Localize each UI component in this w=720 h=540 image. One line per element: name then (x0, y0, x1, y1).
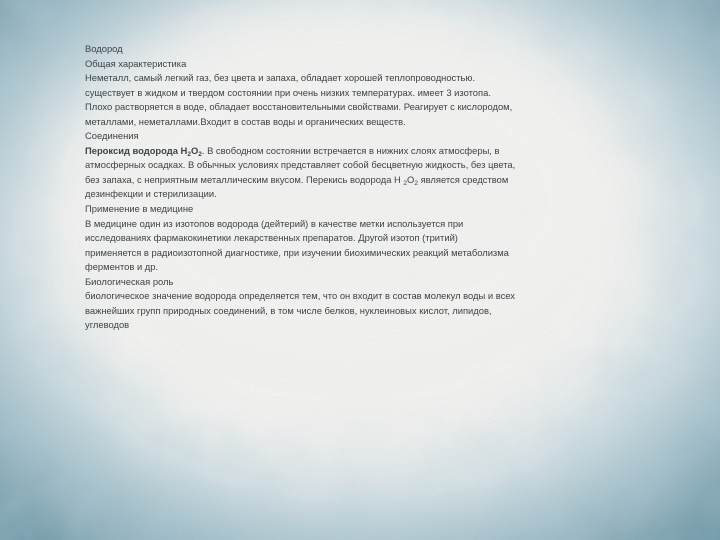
general-line: существует в жидком и твердом состоянии при очень низких температурах. имеет 3 изотопа. (85, 86, 491, 98)
medicine-line: В медицине один из изотопов водорода (дейтерий) в качестве метки используется при (85, 217, 464, 229)
general-line: металлами, неметаллами.Входит в состав воды и органических веществ. (85, 115, 406, 127)
biology-line: важнейших групп природных соединений, в том числе белков, нуклеиновых кислот, липидов, (85, 304, 492, 316)
general-line: Плохо растворяется в воде, обладает восстановительными свойствами. Реагирует с кислородом, (85, 101, 513, 113)
general-line: Неметалл, самый легкий газ, без цвета и запаха, обладает хорошей теплопроводностью. (85, 72, 476, 84)
biology-heading: Биологическая роль (85, 275, 174, 287)
peroxide-description: . В свободном состоянии встречается в нижних слоях атмосферы, в (201, 144, 500, 156)
peroxide-name: Пероксид водорода (85, 144, 178, 156)
peroxide-formula: $H_2O_2$ (180, 144, 202, 158)
general-heading: Общая характеристика (85, 57, 187, 69)
medicine-heading: Применение в медицине (85, 203, 194, 215)
peroxide-line (85, 144, 605, 159)
compounds-line: атмосферных осадках. В обычных условиях представляет собой бесцветную жидкость, без цвета, (85, 159, 516, 171)
slide-title: Водород (85, 43, 123, 54)
biology-line: биологическое значение водорода определяется тем, что он входит в состав молекул воды и всех (85, 290, 515, 302)
compounds-heading: Соединения (85, 130, 139, 142)
medicine-line: применяется в радиоизотопной диагностике, при изучении биохимических реакций метаболизма (85, 246, 509, 258)
biology-line: углеводов (85, 319, 130, 331)
text-block (85, 42, 605, 333)
medicine-line: ферментов и др. (85, 261, 159, 273)
compounds-line: дезинфекции и стерилизации. (85, 188, 217, 200)
compounds-formula-line: без запаха, с неприятным металлическим вкусом. Перекись водорода Н $_2О_2$ является средством (85, 173, 509, 187)
medicine-line: исследованиях фармакокинетики лекарственных препаратов. Другой изотоп (тритий) (85, 232, 458, 244)
